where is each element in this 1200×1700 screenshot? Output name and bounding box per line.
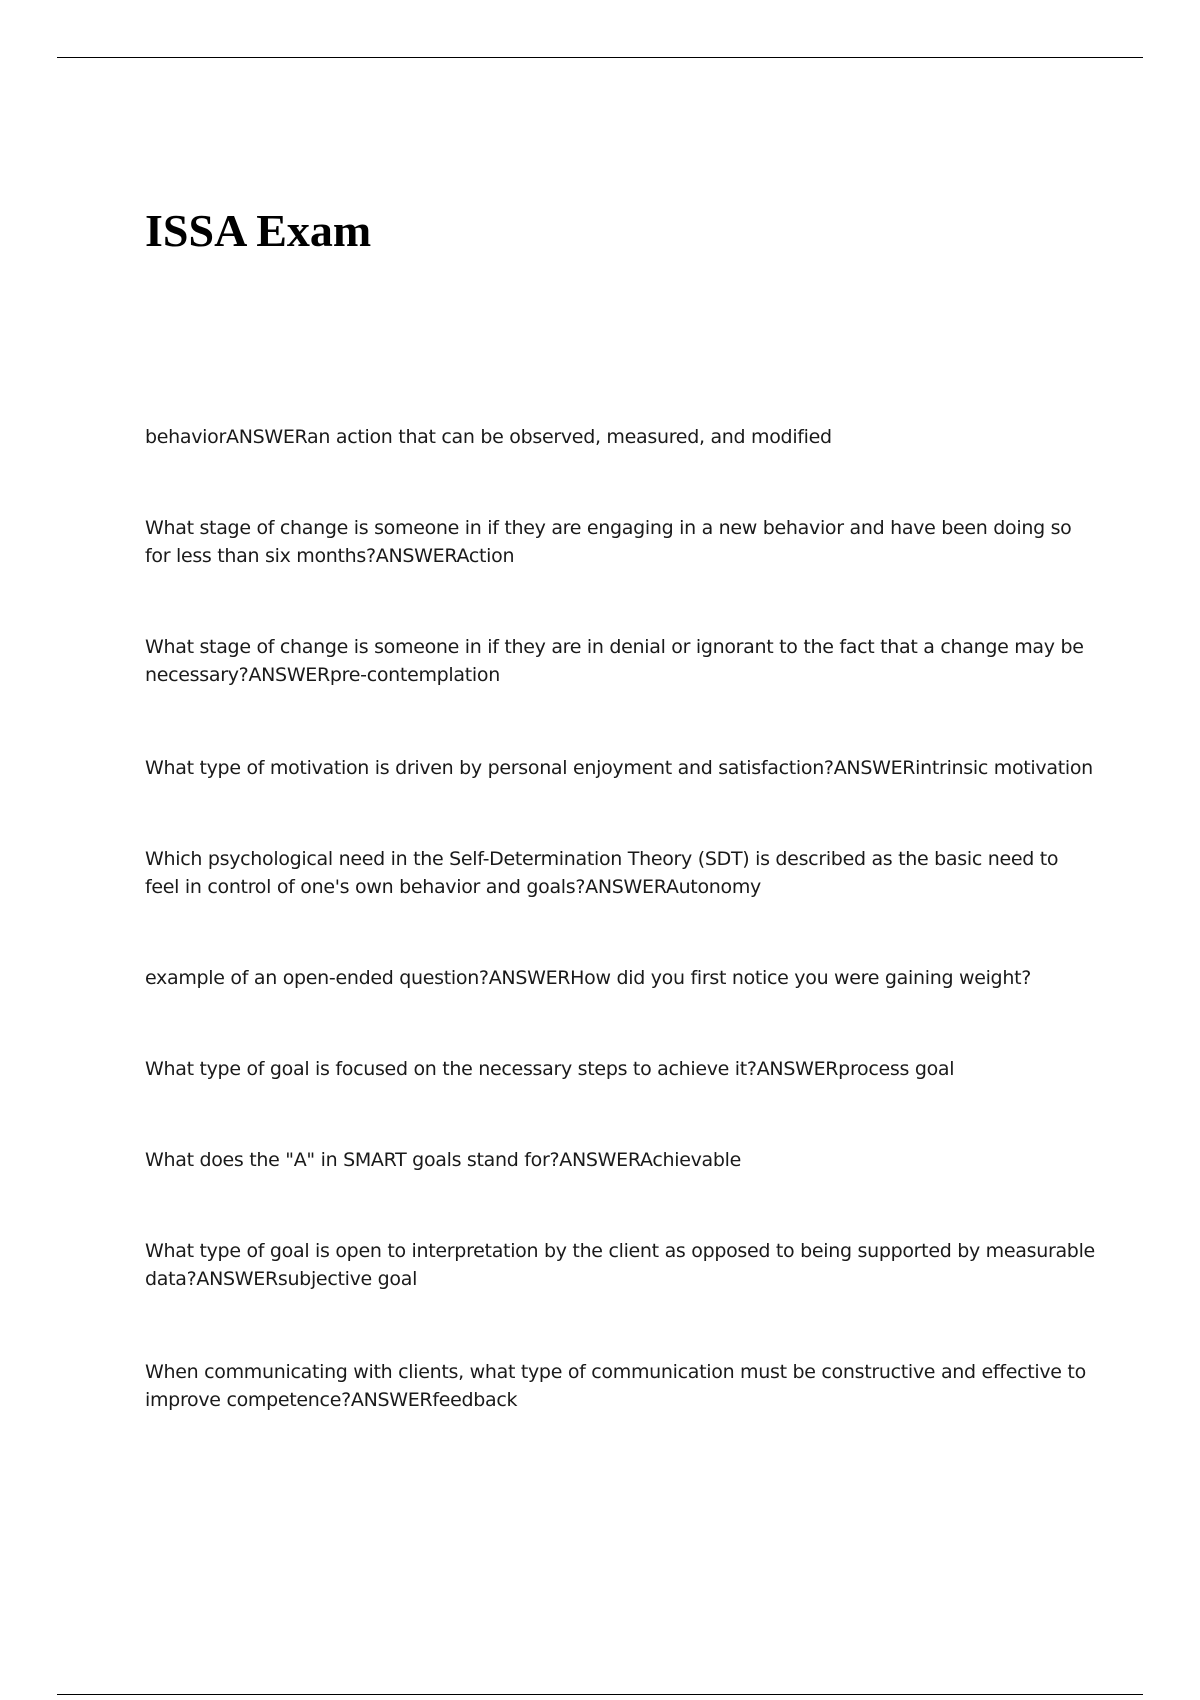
qa-item: What does the "A" in SMART goals stand for?ANSWERAchievable [145,1149,742,1171]
qa-item: What type of goal is open to interpretation by the client as opposed to being supported by measurable data?ANSWERsubjective goal [145,1240,1095,1290]
qa-item: What type of goal is focused on the necessary steps to achieve it?ANSWERprocess goal [145,1058,955,1080]
document-title: ISSA Exam [145,205,372,256]
top-rule [57,57,1143,58]
bottom-rule [57,1694,1143,1695]
qa-item: What stage of change is someone in if they are in denial or ignorant to the fact that a change may be necessary?ANSWERpre-contemplation [145,636,1084,686]
qa-item: example of an open-ended question?ANSWERHow did you first notice you were gaining weight? [145,967,1031,989]
qa-item: What type of motivation is driven by personal enjoyment and satisfaction?ANSWERintrinsic motivation [145,757,1093,779]
qa-item: behaviorANSWERan action that can be observed, measured, and modified [145,426,832,448]
qa-item: When communicating with clients, what type of communication must be constructive and effective to improve competence?ANSWERfeedback [145,1361,1086,1411]
qa-item: What stage of change is someone in if they are engaging in a new behavior and have been doing so for less than six months?ANSWERAction [145,517,1072,567]
qa-item: Which psychological need in the Self-Determination Theory (SDT) is described as the basic need to feel in control of one's own behavior and goals?ANSWERAutonomy [145,848,1059,898]
